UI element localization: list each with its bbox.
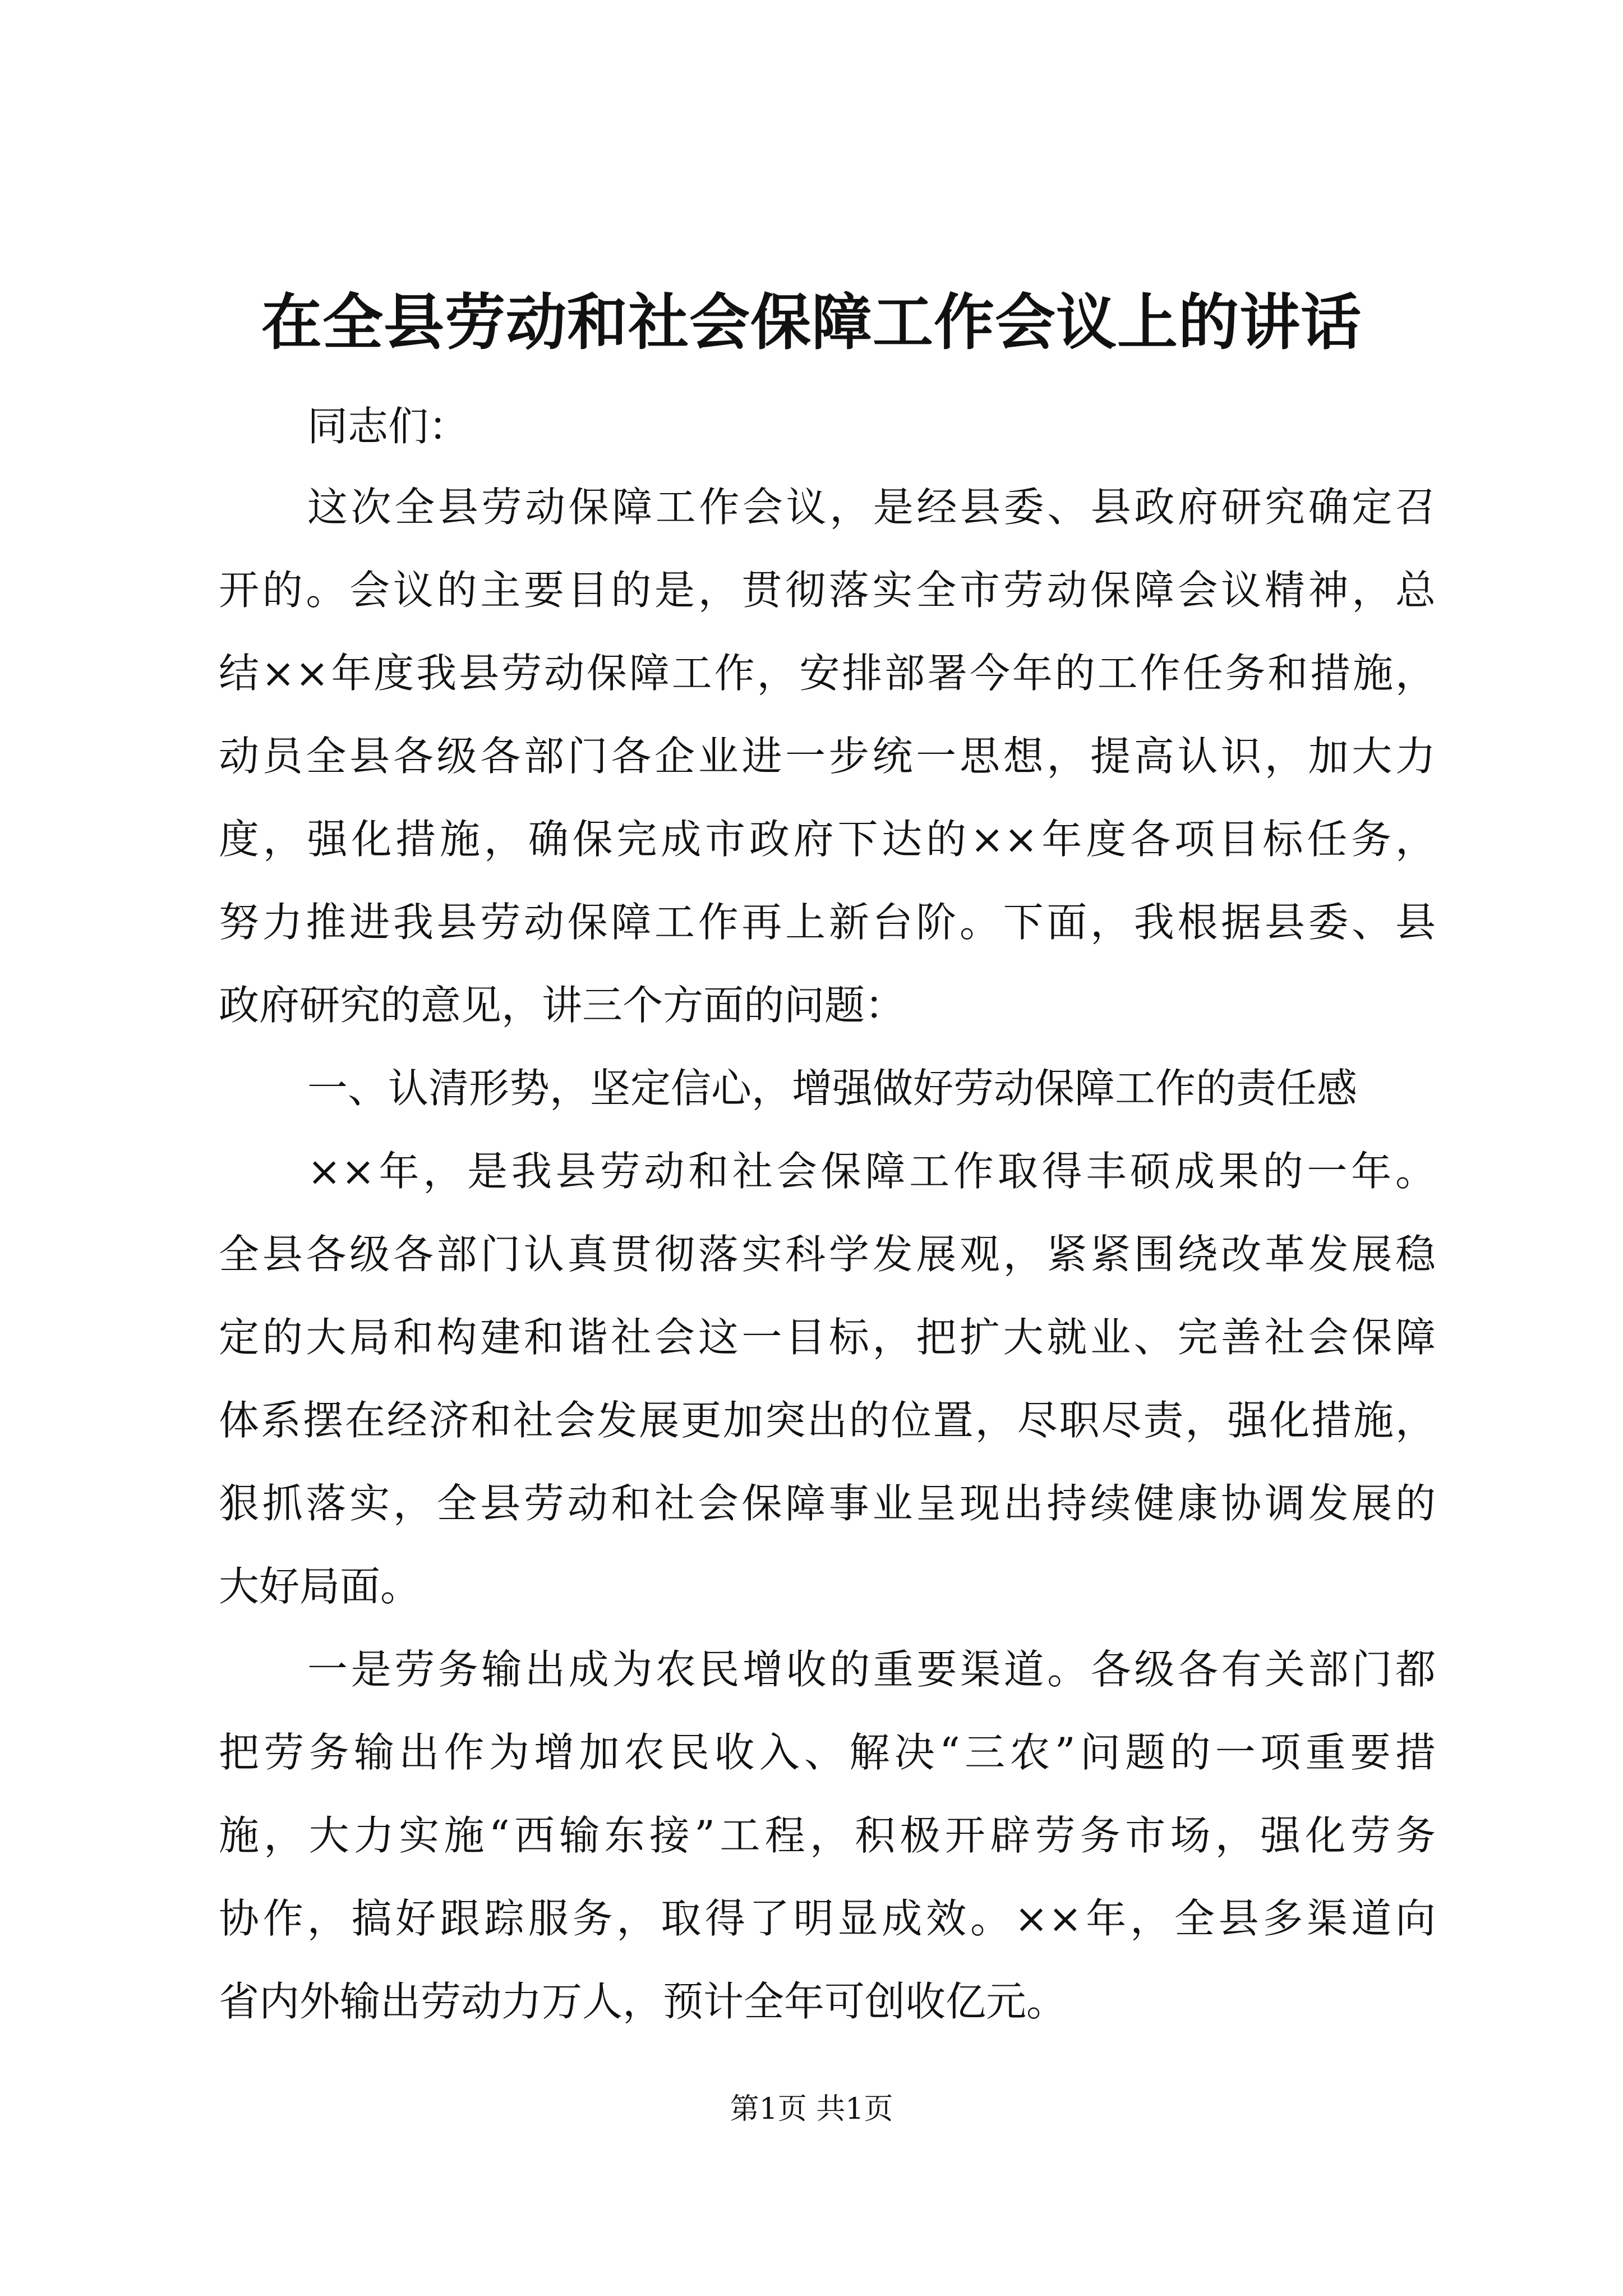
text-line: 开的。会议的主要目的是，贯彻落实全市劳动保障会议精神，总	[219, 567, 1436, 614]
text-line: 全县各级各部门认真贯彻落实科学发展观，紧紧围绕改革发展稳	[219, 1231, 1436, 1278]
text-line: 把劳务输出作为增加农民收入、解决“三农”问题的一项重要措	[219, 1729, 1436, 1776]
text-line: 体系摆在经济和社会发展更加突出的位置，尽职尽责，强化措施，	[219, 1397, 1436, 1444]
text-line: 狠抓落实，全县劳动和社会保障事业呈现出持续健康协调发展的	[219, 1480, 1436, 1527]
text-line: 省内外输出劳动力万人，预计全年可创收亿元。	[219, 1978, 1067, 2025]
text-line: 协作，搞好跟踪服务，取得了明显成效。××年，全县多渠道向	[219, 1895, 1436, 1942]
body-text	[219, 466, 1436, 2043]
text-line: 政府研究的意见，讲三个方面的问题：	[219, 982, 906, 1029]
text-line: 努力推进我县劳动保障工作再上新台阶。下面，我根据县委、县	[219, 899, 1436, 946]
text-line: 一是劳务输出成为农民增收的重要渠道。各级各有关部门都	[307, 1646, 1436, 1693]
text-line: 动员全县各级各部门各企业进一步统一思想，提高认识，加大力	[219, 733, 1436, 780]
salutation: 同志们：	[307, 403, 469, 450]
section-heading: 一、认清形势，坚定信心，增强做好劳动保障工作的责任感	[307, 1065, 1358, 1112]
text-line: 结××年度我县劳动保障工作，安排部署今年的工作任务和措施，	[219, 650, 1436, 697]
document-title: 在全县劳动和社会保障工作会议上的讲话	[261, 287, 1362, 358]
text-line: 大好局面。	[219, 1563, 421, 1610]
text-line: 定的大局和构建和谐社会这一目标，把扩大就业、完善社会保障	[219, 1314, 1436, 1361]
text-line: 施，大力实施“西输东接”工程，积极开辟劳务市场，强化劳务	[219, 1812, 1436, 1859]
text-line: ××年，是我县劳动和社会保障工作取得丰硕成果的一年。	[307, 1148, 1436, 1195]
text-line: 这次全县劳动保障工作会议，是经县委、县政府研究确定召	[307, 484, 1436, 531]
page-footer: 第1页 共1页	[730, 2092, 893, 2126]
text-line: 度，强化措施，确保完成市政府下达的××年度各项目标任务，	[219, 816, 1436, 863]
